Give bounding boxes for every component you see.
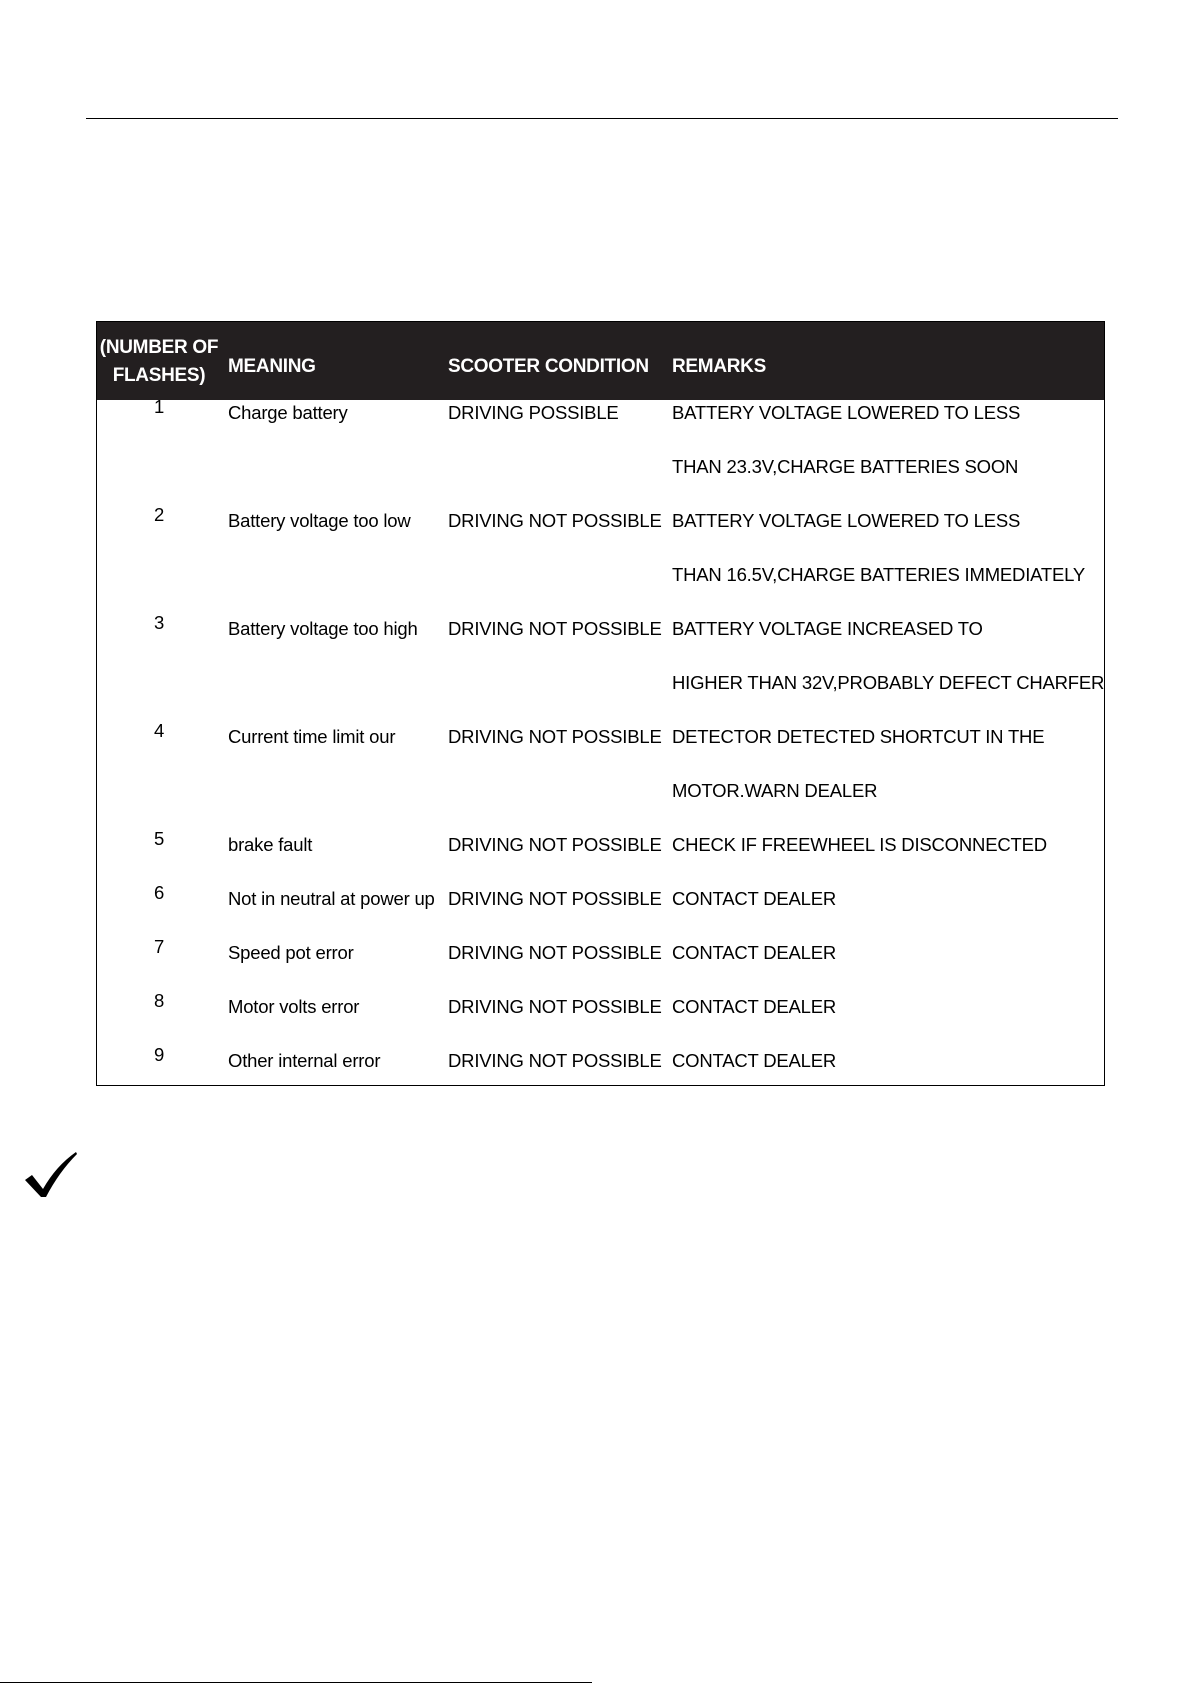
- header-scooter-condition: SCOOTER CONDITION: [448, 356, 649, 377]
- flash-count: 3: [153, 612, 165, 633]
- remarks-cell-line2: HIGHER THAN 32V,PROBABLY DEFECT CHARFER: [672, 672, 1105, 693]
- flash-count: 9: [153, 1044, 165, 1065]
- flash-count: 5: [153, 828, 165, 849]
- condition-cell: DRIVING NOT POSSIBLE: [448, 888, 662, 909]
- flash-count: 2: [153, 504, 165, 525]
- meaning-cell: Other internal error: [228, 1050, 381, 1071]
- table-row: [97, 828, 1104, 886]
- remarks-cell: CHECK IF FREEWHEEL IS DISCONNECTED: [672, 834, 1047, 855]
- table-row: [97, 1044, 1104, 1102]
- meaning-cell: Battery voltage too low: [228, 510, 411, 531]
- header-remarks: REMARKS: [672, 356, 766, 377]
- flash-count: 1: [153, 396, 165, 417]
- flash-count: 4: [153, 720, 165, 741]
- remarks-cell: BATTERY VOLTAGE INCREASED TO: [672, 618, 983, 639]
- table-row: [97, 612, 1105, 724]
- remarks-cell: CONTACT DEALER: [672, 942, 837, 963]
- condition-cell: DRIVING POSSIBLE: [448, 402, 619, 423]
- error-code-table: [96, 321, 1105, 1086]
- remarks-cell: BATTERY VOLTAGE LOWERED TO LESS: [672, 510, 1021, 531]
- checkmark-icon: [22, 1150, 78, 1200]
- table-row: [97, 936, 1104, 994]
- table-row: [97, 504, 1104, 616]
- table-row: [97, 720, 1104, 832]
- remarks-cell: BATTERY VOLTAGE LOWERED TO LESS: [672, 402, 1021, 423]
- remarks-cell: CONTACT DEALER: [672, 1050, 837, 1071]
- remarks-cell-line2: MOTOR.WARN DEALER: [672, 780, 878, 801]
- table-row: [97, 990, 1104, 1048]
- remarks-cell: DETECTOR DETECTED SHORTCUT IN THE: [672, 726, 1045, 747]
- condition-cell: DRIVING NOT POSSIBLE: [448, 618, 662, 639]
- meaning-cell: Motor volts error: [228, 996, 360, 1017]
- condition-cell: DRIVING NOT POSSIBLE: [448, 942, 662, 963]
- remarks-cell-line2: THAN 23.3V,CHARGE BATTERIES SOON: [672, 456, 1019, 477]
- table-header: [97, 322, 1104, 400]
- meaning-cell: Charge battery: [228, 402, 348, 423]
- remarks-cell: CONTACT DEALER: [672, 996, 837, 1017]
- flash-count: 7: [153, 936, 165, 957]
- condition-cell: DRIVING NOT POSSIBLE: [448, 510, 662, 531]
- condition-cell: DRIVING NOT POSSIBLE: [448, 726, 662, 747]
- header-flashes: (NUMBER OF FLASHES): [99, 337, 219, 386]
- header-meaning: MEANING: [228, 356, 316, 377]
- meaning-cell: Current time limit our: [228, 726, 396, 747]
- top-rule: [86, 118, 1118, 119]
- flash-count: 6: [153, 882, 165, 903]
- table-row: [97, 396, 1104, 508]
- meaning-cell: Speed pot error: [228, 942, 354, 963]
- condition-cell: DRIVING NOT POSSIBLE: [448, 996, 662, 1017]
- table-row: [97, 882, 1104, 940]
- remarks-cell-line2: THAN 16.5V,CHARGE BATTERIES IMMEDIATELY: [672, 564, 1086, 585]
- flash-count: 8: [153, 990, 165, 1011]
- condition-cell: DRIVING NOT POSSIBLE: [448, 834, 662, 855]
- meaning-cell: Not in neutral at power up: [228, 888, 435, 909]
- condition-cell: DRIVING NOT POSSIBLE: [448, 1050, 662, 1071]
- footer-rule: [0, 1682, 592, 1683]
- remarks-cell: CONTACT DEALER: [672, 888, 837, 909]
- meaning-cell: Battery voltage too high: [228, 618, 418, 639]
- table-body: [97, 396, 1105, 1102]
- meaning-cell: brake fault: [228, 834, 313, 855]
